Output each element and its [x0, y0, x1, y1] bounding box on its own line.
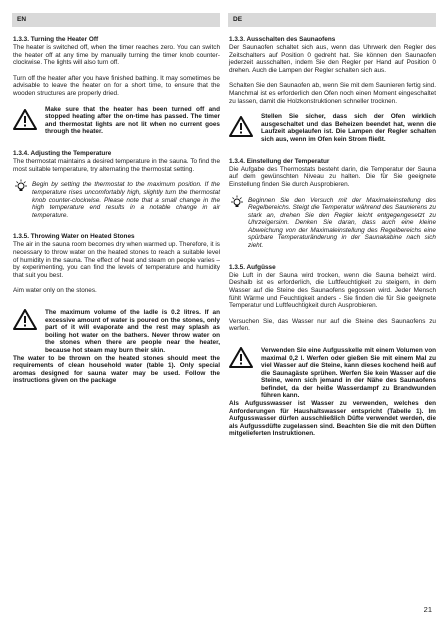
lightbulb-icon: [229, 195, 245, 209]
page-number: 21: [423, 605, 432, 614]
warning-note: [13, 106, 220, 136]
paragraph: Turn off the heater after you have finished bathing. It may sometimes be advisable to leave the heater on for a short time, to ensure that the wooden structures are properly dried.: [13, 74, 220, 98]
paragraph: Die Aufgabe des Thermostats besteht darin, die Temperatur der Sauna auf dem gewünschten Niveau zu halten. Die für Sie geeignete Einstellung finden Sie durch Ausprobieren.: [229, 165, 436, 188]
warning-text: Stellen Sie sicher, dass sich der Ofen wirklich ausgeschaltet und das Beheizen beendet hat, wenn die Laufzeit abgelaufen ist. Die Lampen der Regler schalten sich aus, wenn im Ofen kein Strom fließt.: [261, 113, 436, 144]
warning-text: The water to be thrown on the heated stones should meet the requirements of clean household water (table 1). Only special aromas designed for sauna water may be used. Follow the instructions given on the package: [13, 354, 220, 385]
warning-text: Verwenden Sie eine Aufgusskelle mit einem Volumen von maximal 0,2 l. Werfen oder gießen Sie mit einem Mal zu viel Wasser auf die Steine, kann dieses kochend heiß auf die Saunagäste sprühen. Werfen Sie kein Wasser auf die Steine, wenn sich jemand in der Nähe des Saunaofens befindet, da der heiße Wasserdampf zu Brandwunden führen kann.: [261, 346, 436, 400]
paragraph: The thermostat maintains a desired temperature in the sauna. To find the most suitable temperature, try alternating the thermostat setting.: [13, 158, 220, 173]
section-heading: 1.3.5. Throwing Water on Heated Stones: [13, 233, 135, 241]
language-label-en: EN: [12, 13, 220, 27]
section-heading: 1.3.4. Adjusting the Temperature: [13, 150, 112, 158]
tip-text: Begin by setting the thermostat to the maximum position. If the temperature rises uncomfortably high, slightly turn the thermostat knob counter-clockwise. Please note that a small change in the high temperature end results in a notable change in air temperature.: [32, 181, 220, 219]
german-column: [229, 36, 436, 438]
paragraph: Versuchen Sie, das Wasser nur auf die Steine des Saunaofens zu werfen.: [229, 317, 436, 333]
tip-text: Beginnen Sie den Versuch mit der Maximaleinstellung des Regelbereichs. Steigt die Temperatur während des Saunierens zu stark an, drehen Sie den Regler leicht entgegengesetzt zu Uhrzeigersinn. Denken Sie daran, dass auch eine kleine Abweichung von der Maximaleinstellung des Regelbereichs eine spürbare Temperaturänderung in der Saunakabine nach sich zieht.: [248, 196, 436, 250]
warning-triangle-icon: [229, 347, 253, 368]
warning-triangle-icon: [229, 116, 253, 137]
paragraph: The heater is switched off, when the timer reaches zero. You can switch the heater off at any time by manually turning the timer knob counter-clockwise. The lights will also turn off.: [13, 44, 220, 67]
section-heading: 1.3.3. Turning the Heater Off: [13, 36, 99, 43]
tip-note: [229, 197, 436, 250]
warning-note: [13, 309, 220, 385]
warning-text: The maximum volume of the ladle is 0.2 litres. If an excessive amount of water is poured on the stones, only part of it will evaporate and the rest may splash as boiling hot water on the bathers. Never throw water on the stones when there are people near the heater, because hot steam may burn their skin.: [45, 308, 220, 354]
warning-triangle-icon: [13, 109, 37, 130]
paragraph: Schalten Sie den Saunaofen ab, wenn Sie mit dem Saunieren fertig sind. Manchmal ist es erforderlich den Ofen noch einen Moment eingeschaltet zu lassen, damit die Holzkonstruktionen schneller trocknen.: [229, 82, 436, 105]
paragraph: Die Luft in der Sauna wird trocken, wenn die Sauna beheizt wird. Deshalb ist es erforderlich, die Luftfeuchtigkeit zu steigern, in dem Wasser auf die Steine des Saunaofens gegossen wird. Jeder Mensch fühlt Wärme und Feuchtigkeit anders - Sie finden die für Sie geeignete Temperatur und Luftfeuchtigkeit durch Ausprobieren.: [229, 271, 436, 310]
english-column: [13, 36, 220, 385]
warning-text: Make sure that the heater has been turned off and stopped heating after the on-time has passed. The timer and thermostat lights are not lit when no current goes through the heater.: [45, 105, 220, 136]
warning-text: Als Aufgusswasser ist Wasser zu verwenden, welches den Anforderungen für Haushaltswasser entspricht (Tabelle 1). Im Aufgusswasser dürfen ausschließlich Düfte verwendet werden, die als Aufgussdüfte zugelassen sind. Beachten Sie die mit den Düften mitgelieferten Instruktionen.: [229, 400, 436, 438]
lightbulb-icon: [13, 179, 29, 193]
warning-triangle-icon: [13, 309, 37, 330]
paragraph: The air in the sauna room becomes dry when warmed up. Therefore, it is necessary to throw water on the heated stones to reach a suitable level of humidity in the sauna. The effect of heat and steam on people varies – by experimenting, you can find the levels of temperature and humidity that suit you best.: [13, 241, 220, 279]
warning-note: [229, 347, 436, 438]
paragraph: Aim water only on the stones.: [13, 287, 97, 295]
section-heading: 1.3.5. Aufgüsse: [229, 263, 276, 271]
language-label-de: DE: [228, 13, 436, 27]
warning-note: [229, 113, 436, 143]
section-heading: 1.3.4. Einstellung der Temperatur: [229, 157, 330, 165]
section-heading: 1.3.3. Ausschalten des Saunaofens: [229, 36, 336, 43]
paragraph: Der Saunaofen schaltet sich aus, wenn das Uhrwerk den Regler des Zeitschalters auf Position 0 gedreht hat. Sie können den Saunaofen jederzeit ausschalten, indem Sie den Regler per Hand auf Position 0 drehen. Auch die Lampen der Regler schalten sich aus.: [229, 44, 436, 74]
tip-note: [13, 181, 220, 219]
